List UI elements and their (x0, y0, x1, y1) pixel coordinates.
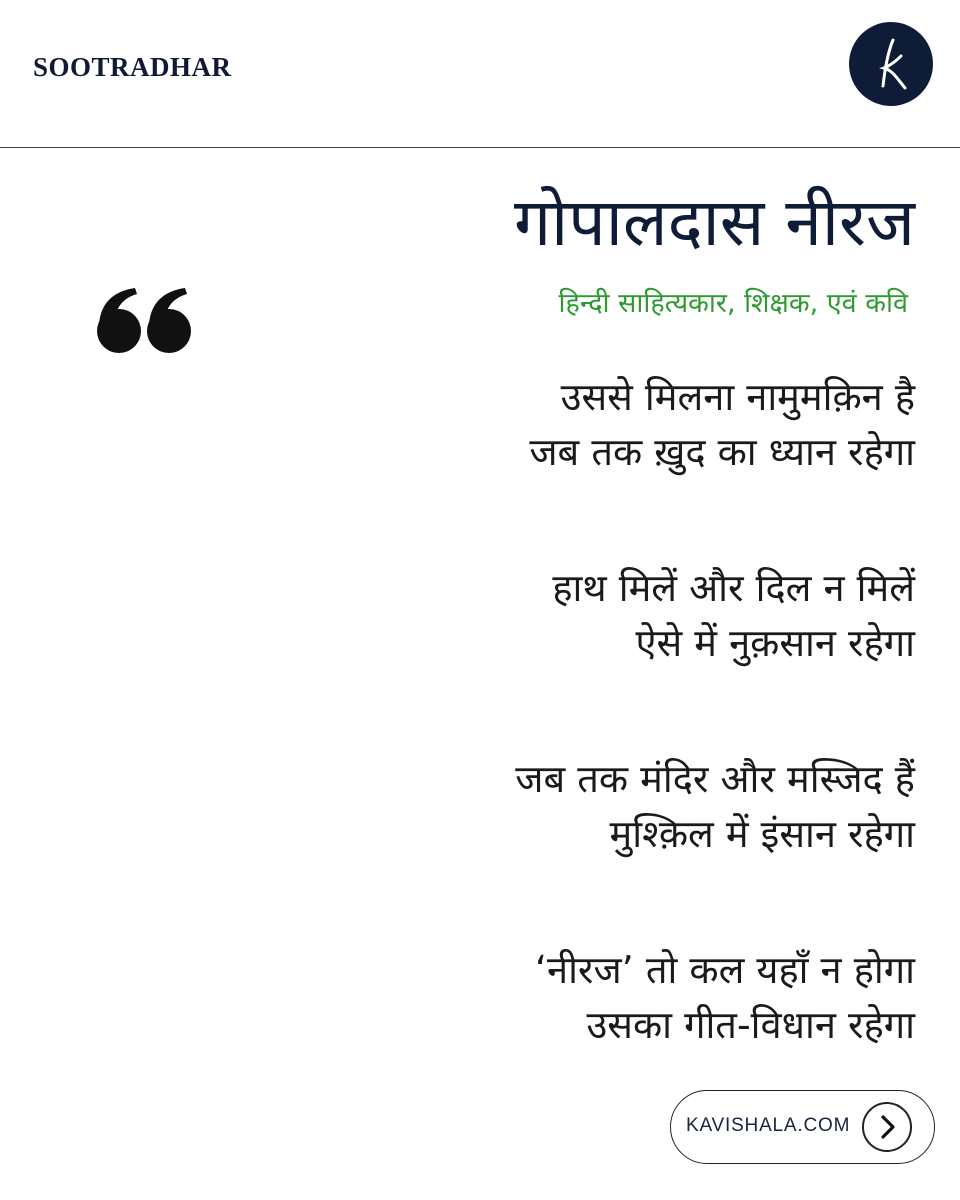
author-name: गोपालदास नीरज (513, 184, 915, 261)
poem-line: उसका गीत-विधान रहेगा (586, 1003, 915, 1047)
poem-line: मुश्क़िल में इंसान रहेगा (609, 812, 915, 856)
poem-line: ‘नीरज’ तो कल यहाँ न होगा (534, 948, 915, 992)
poem-line: जब तक मंदिर और मस्जिद हैं (515, 757, 915, 801)
poem-line: उससे मिलना नामुमक़िन है (560, 375, 915, 419)
site-label: KAVISHALA.COM (686, 1115, 851, 1136)
logo-glyph (849, 22, 933, 106)
poem-stanza (515, 943, 915, 1053)
k-letter-logo-icon[interactable] (849, 22, 933, 106)
poem-stanza (515, 561, 915, 671)
opening-quote-icon (95, 288, 193, 354)
chevron-right-icon (864, 1104, 910, 1150)
author-description: हिन्दी साहित्यकार, शिक्षक, एवं कवि (558, 288, 908, 319)
poem-stanza (515, 752, 915, 862)
poem (515, 370, 915, 1053)
poem-stanza (515, 370, 915, 480)
site-link-button[interactable] (670, 1090, 935, 1164)
next-arrow-button[interactable] (862, 1102, 912, 1152)
brand-title: SOOTRADHAR (33, 52, 232, 82)
header-divider (0, 147, 960, 148)
poem-line: ऐसे में नुक़सान रहेगा (635, 621, 915, 665)
poem-line: जब तक ख़ुद का ध्यान रहेगा (529, 430, 915, 474)
poem-line: हाथ मिलें और दिल न मिलें (552, 566, 915, 610)
